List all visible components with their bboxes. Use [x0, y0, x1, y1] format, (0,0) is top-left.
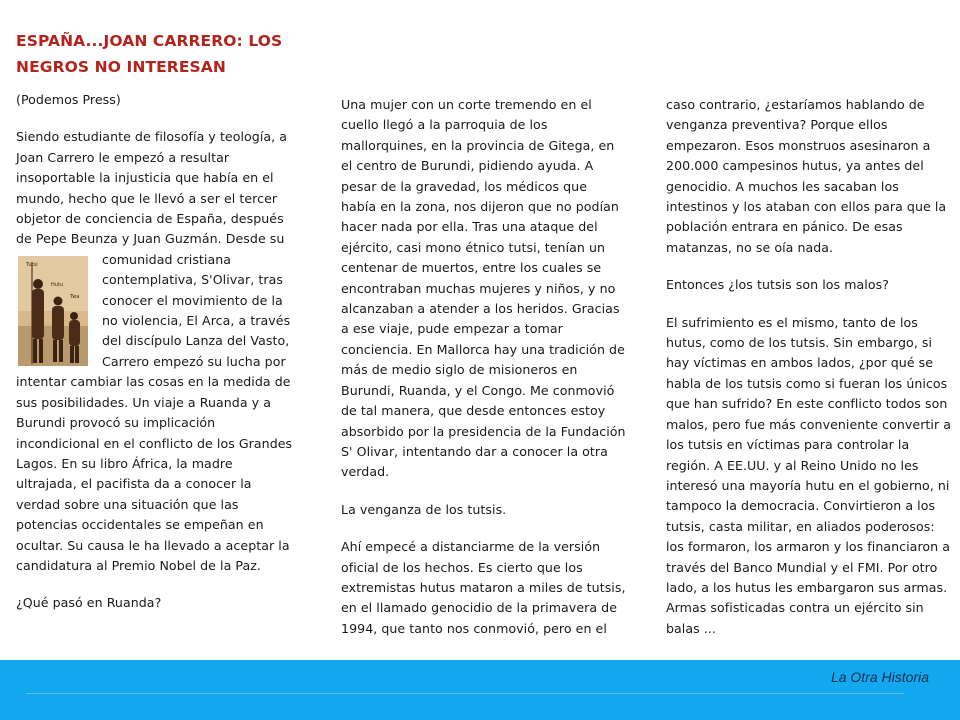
figure-label-twa: Twa — [70, 293, 80, 300]
footer-brand: La Otra Historia — [830, 669, 929, 685]
tribes-photo — [18, 256, 88, 366]
intro-paragraph — [16, 127, 296, 576]
suffering-paragraph: El sufrimiento es el mismo, tanto de los hutus, como de los tutsis. Sin embargo, si hay víctimas en ambos lados, ¿por qué se habla de los tutsis como si fueran los únicos que han sufrido? En este conflicto todos son malos, pero fue más conveniente convertir a los tutsis en víctimas para controlar la región. A EE.UU. y al Reino Unido no les interesó una mayoría hutu en el gobierno, ni tampoco la democracia. Convirtieron a los tutsis, casta militar, en aliados poderosos: los formaron, los armaron y los financiaron a través del Banco Mundial y el FMI. Por otro lado, a los hutus les embargaron sus armas. Armas sofisticadas contra un ejército sin balas ... — [666, 314, 952, 636]
article-column-3 — [666, 95, 951, 656]
version-paragraph: Ahí empecé a distanciarme de la versión oficial de los hechos. Es cierto que los extremistas hutus mataron a miles de tutsis, en el llamado genocidio de la primavera de 1994, que tanto nos conmovió, pero en el — [341, 539, 626, 636]
intro-text-a: Siendo estudiante de filosofía y teología, a Joan Carrero le empezó a resultar insoportable la injusticia que había en el mundo, hecho que le llevó a ser el tercer objetor de conciencia de España, después de Pepe Beunza y Juan Guzmán. Desde su — [16, 129, 288, 247]
subhead-venganza: La venganza de los tutsis. — [341, 501, 507, 517]
article-source: (Podemos Press) — [16, 92, 121, 107]
article-column-2 — [341, 95, 626, 656]
figure-label-tutsi: Tutsi — [26, 261, 38, 268]
question-tutsis: Entonces ¿los tutsis son los malos? — [666, 277, 889, 293]
figure-label-hutu: Hutu — [51, 281, 64, 288]
footer-divider — [26, 693, 904, 694]
article-title — [16, 28, 296, 80]
preventive-paragraph: caso contrario, ¿estaríamos hablando de venganza preventiva? Porque ellos empezaron. Esos monstruos asesinaron a 200.000 campesinos hutus, ya antes del genocidio. A muchos les sacaban los intestinos y los ataban con ellos para que la población entrara en pánico. De esas matanzas, no se oía nada. — [666, 97, 947, 255]
question-ruanda: ¿Qué pasó en Ruanda? — [16, 595, 162, 611]
footer-bar — [0, 660, 960, 720]
burundi-paragraph: Una mujer con un corte tremendo en el cuello llegó a la parroquia de los mallorquines, en la provincia de Gitega, en el centro de Burundi, pidiendo ayuda. A pesar de la gravedad, los médicos que había en la zona, nos dijeron que no podían hacer nada por ella. Tras una ataque del ejército, casi mono étnico tutsi, tenían un centenar de muertos, entre los cuales se encontraban muchas mujeres y niños, y no alcanzaban a atender a los heridos. Gracias a ese viaje, pude empezar a tomar conciencia. En Mallorca hay una tradición de más de medio siglo de misioneros en Burundi, Ruanda, y el Congo. Me conmovió de tal manera, que desde entonces estoy absorbido por la presidencia de la Fundación S' Olivar, intentando dar a conocer la otra verdad. — [341, 97, 626, 480]
article-column-1 — [16, 28, 296, 631]
title-line-2: NEGROS NO INTERESAN — [16, 58, 226, 76]
title-line-1: ESPAÑA...JOAN CARRERO: LOS — [16, 32, 283, 50]
intro-text-b: comunidad cristiana contemplativa, S'Olivar, tras conocer el movimiento de la no violencia, El Arca, a través del discípulo Lanza del Vasto, Carrero empezó su lucha por intentar cambiar las cosas en la medida de sus posibilidades. Un viaje a Ruanda y a Burundi provocó su implicación incondicional en el conflicto de los Grandes Lagos. En su libro África, la madre ultrajada, el pacifista da a conocer la verdad sobre una situación que las potencias occidentales se empeñan en ocultar. Su causa le ha llevado a aceptar la candidatura al Premio Nobel de la Paz. — [16, 251, 293, 573]
